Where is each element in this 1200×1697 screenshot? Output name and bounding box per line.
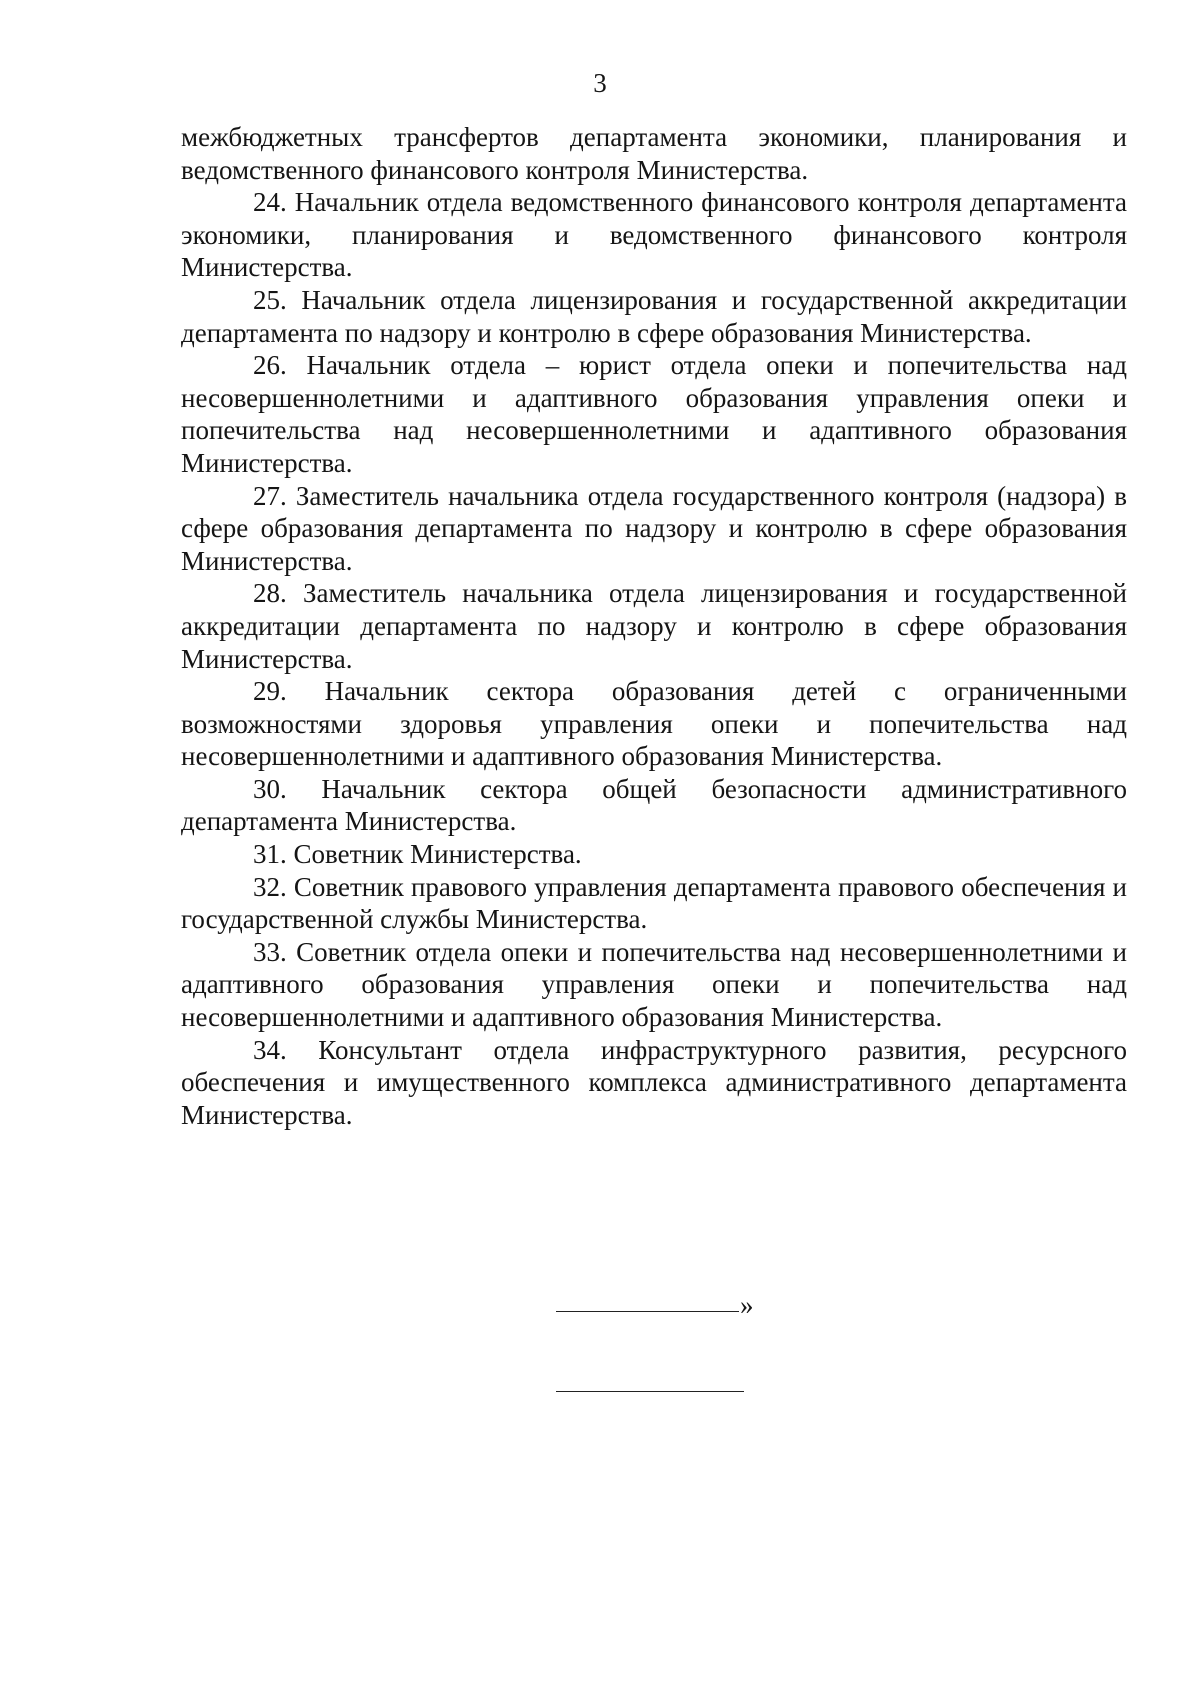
list-item-27: 27. Заместитель начальника отдела государственного контроля (надзора) в сфере образования департамента по надзору и контролю в сфере образования Министерства. <box>181 480 1127 576</box>
closing-quote-mark: » <box>740 1290 754 1320</box>
list-item-25: 25. Начальник отдела лицензирования и государственной аккредитации департамента по надзору и контролю в сфере образования Министерства. <box>181 284 1127 348</box>
list-item-28: 28. Заместитель начальника отдела лицензирования и государственной аккредитации департамента по надзору и контролю в сфере образования Министерства. <box>181 578 1127 674</box>
end-separator-line <box>556 1391 744 1392</box>
list-item-31: 31. Советник Министерства. <box>253 839 582 870</box>
list-item-26: 26. Начальник отдела – юрист отдела опеки и попечительства над несовершеннолетними и адаптивного образования управления опеки и попечительства над несовершеннолетними и адаптивного образования Министерства. <box>181 350 1127 478</box>
list-item-32: 32. Советник правового управления департамента правового обеспечения и государственной службы Министерства. <box>181 871 1127 935</box>
list-item-24: 24. Начальник отдела ведомственного финансового контроля департамента экономики, планирования и ведомственного финансового контроля Министерства. <box>181 187 1127 283</box>
list-item-29: 29. Начальник сектора образования детей с ограниченными возможностями здоровья управления опеки и попечительства над несовершеннолетними и адаптивного образования Министерства. <box>181 676 1127 772</box>
page-number: 3 <box>593 68 607 98</box>
paragraph-continuation: межбюджетных трансфертов департамента экономики, планирования и ведомственного финансового контроля Министерства. <box>181 122 1127 185</box>
closing-underline <box>556 1311 739 1312</box>
document-body <box>181 121 1127 1131</box>
list-item-34: 34. Консультант отдела инфраструктурного развития, ресурсного обеспечения и имущественного комплекса административного департамента Министерства. <box>181 1034 1127 1130</box>
list-item-33: 33. Советник отдела опеки и попечительства над несовершеннолетними и адаптивного образования управления опеки и попечительства над несовершеннолетними и адаптивного образования Министерства. <box>181 936 1127 1033</box>
list-item-30: 30. Начальник сектора общей безопасности административного департамента Министерства. <box>181 773 1127 837</box>
